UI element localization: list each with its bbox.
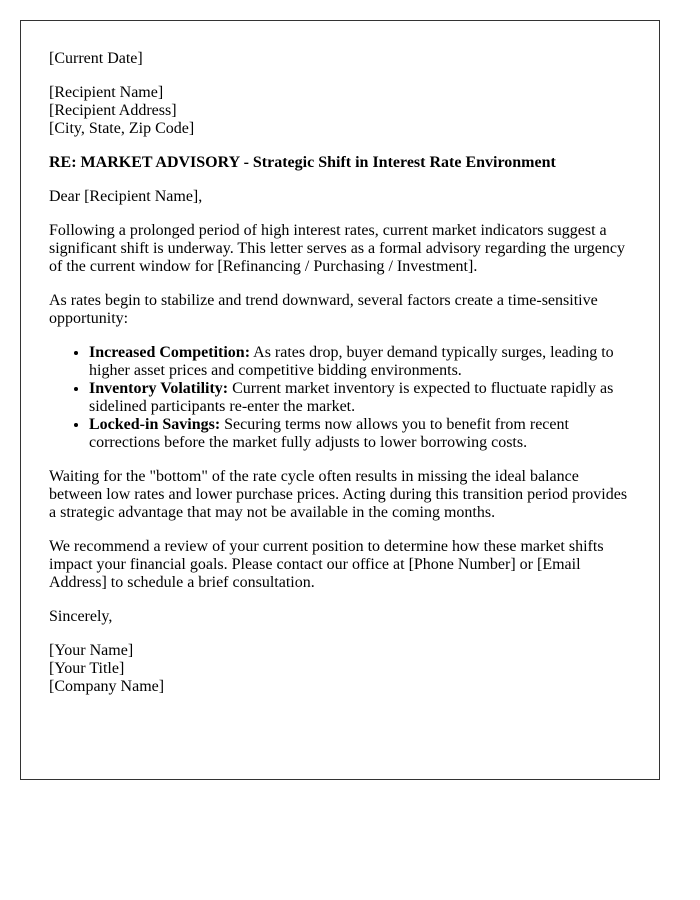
factors-list [49, 344, 631, 452]
recipient-block [49, 84, 631, 138]
factor-text: As rates drop, buyer demand typically surges, leading to higher asset prices and competitive bidding environments. [89, 344, 614, 379]
factor-item-increased-competition [89, 344, 631, 380]
signature-title: [Your Title] [49, 660, 125, 677]
intro-paragraph: Following a prolonged period of high interest rates, current market indicators suggest a significant shift is underway. This letter serves as a formal advisory regarding the urgency of the current window for [Refinancing / Purchasing / Investment]. [49, 222, 625, 275]
signature-name: [Your Name] [49, 642, 134, 659]
signature-block [49, 642, 631, 696]
closing: Sincerely, [49, 608, 113, 625]
factor-item-locked-in-savings [89, 416, 631, 452]
recommendation-paragraph: We recommend a review of your current position to determine how these market shifts impact your financial goals. Please contact our office at [Phone Number] or [Email Address] to schedule a brief consultation. [49, 538, 604, 591]
letter-date: [Current Date] [49, 50, 143, 67]
factor-text: Securing terms now allows you to benefit from recent corrections before the market fully adjusts to lower borrowing costs. [89, 416, 569, 451]
recipient-city-state-zip: [City, State, Zip Code] [49, 120, 195, 137]
recipient-address: [Recipient Address] [49, 102, 177, 119]
salutation: Dear [Recipient Name], [49, 188, 203, 205]
factor-title: Increased Competition: [89, 344, 251, 361]
factors-lead-paragraph: As rates begin to stabilize and trend downward, several factors create a time-sensitive opportunity: [49, 292, 598, 327]
signature-company: [Company Name] [49, 678, 165, 695]
factor-title: Locked-in Savings: [89, 416, 221, 433]
subject-line: RE: MARKET ADVISORY - Strategic Shift in Interest Rate Environment [49, 154, 556, 171]
letter-document [20, 20, 660, 780]
factor-title: Inventory Volatility: [89, 380, 229, 397]
factor-text: Current market inventory is expected to fluctuate rapidly as sidelined participants re-enter the market. [89, 380, 614, 415]
factor-item-inventory-volatility [89, 380, 631, 416]
waiting-paragraph: Waiting for the "bottom" of the rate cycle often results in missing the ideal balance between low rates and lower purchase prices. Acting during this transition period provides a strategic advantage that may not be available in the coming months. [49, 468, 628, 521]
recipient-name: [Recipient Name] [49, 84, 164, 101]
